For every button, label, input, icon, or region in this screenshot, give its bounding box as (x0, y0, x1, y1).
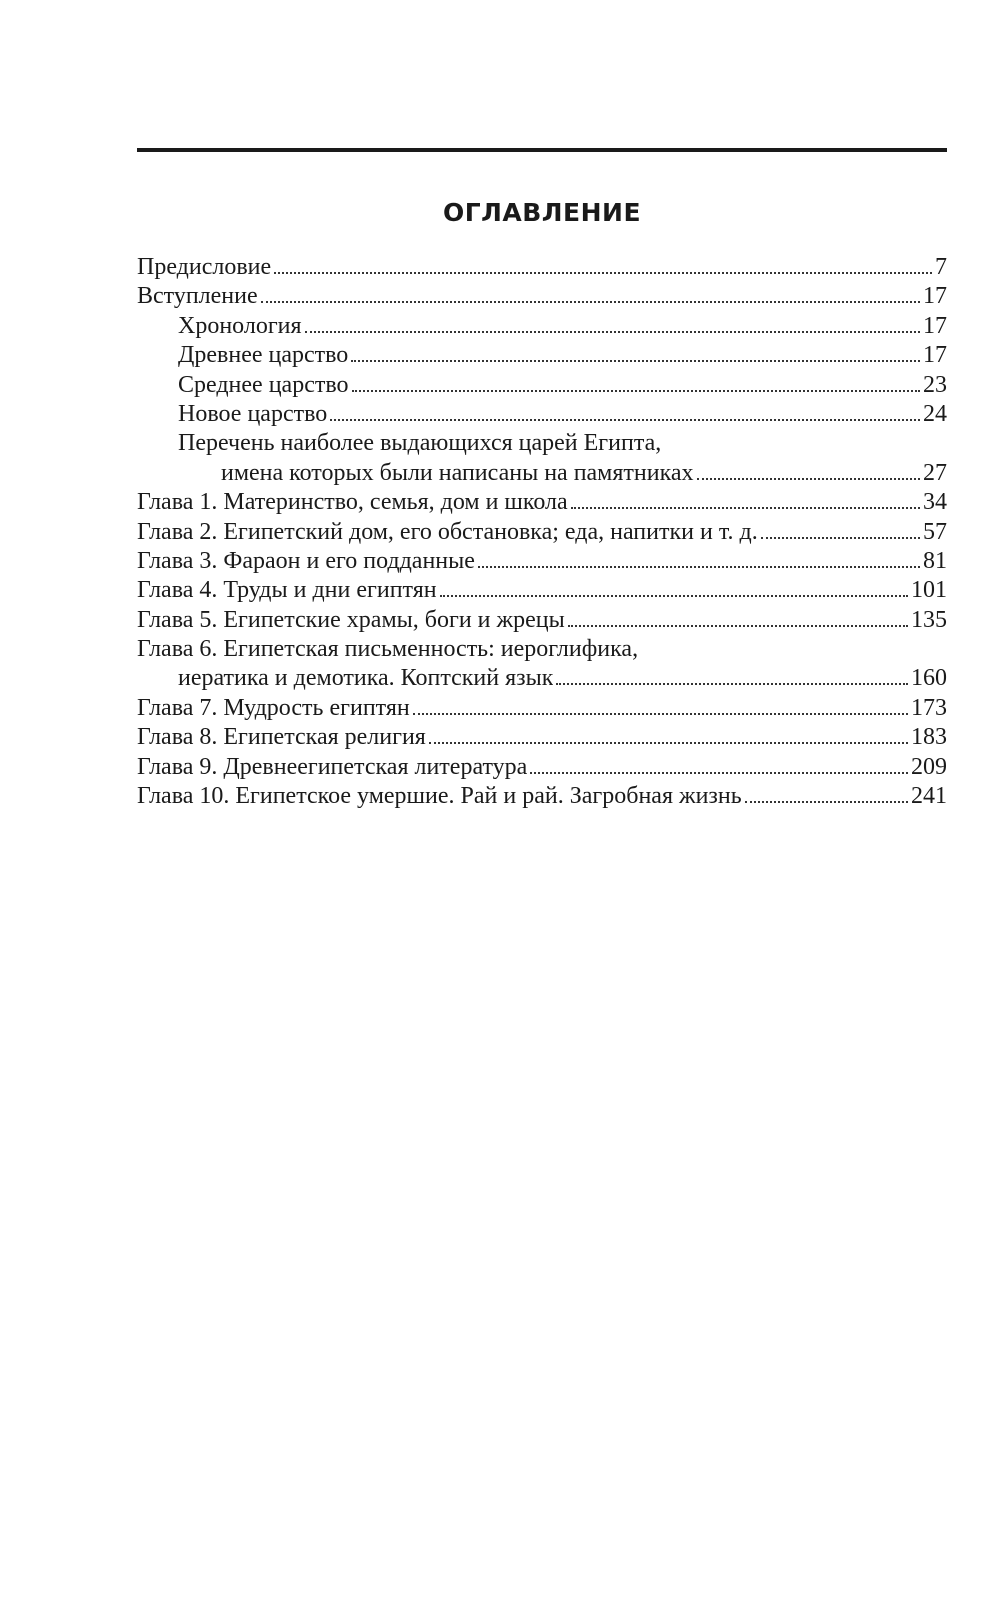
toc-entry-chapter-2 (137, 518, 947, 547)
toc-list (137, 253, 947, 811)
toc-entry-kings-list-continued (137, 459, 947, 488)
dot-leader (261, 301, 920, 303)
toc-entry-page: 27 (923, 459, 947, 486)
toc-entry-page: 7 (935, 254, 947, 280)
toc-entry-chapter-1 (137, 488, 947, 517)
toc-entry-introduction (137, 282, 947, 311)
toc-entry-label: Глава 8. Египетская религия (137, 724, 426, 751)
dot-leader (761, 537, 920, 539)
toc-entry-page: 241 (911, 783, 947, 810)
toc-entry-label (178, 459, 694, 488)
toc-entry-label: Новое царство (178, 400, 328, 427)
dot-leader (478, 566, 920, 568)
dot-leader (745, 801, 908, 803)
toc-entry-label-continuation: иератика и демотика. Коптский язык (178, 665, 554, 692)
toc-entry-page: 17 (923, 312, 947, 339)
toc-entry-page: 101 (911, 577, 947, 604)
toc-entry-chapter-7 (137, 694, 947, 723)
toc-entry-chapter-6 (137, 635, 947, 664)
toc-entry-label: Вступление (137, 283, 258, 310)
toc-entry-label: Глава 1. Материнство, семья, дом и школа (137, 489, 568, 516)
toc-entry-old-kingdom (137, 341, 947, 370)
toc-entry-page: 135 (911, 606, 947, 633)
toc-entry-chapter-4 (137, 576, 947, 605)
dot-leader (351, 360, 920, 362)
toc-entry-page: 34 (923, 489, 947, 516)
toc-entry-page: 160 (911, 665, 947, 692)
toc-entry-page: 173 (911, 694, 947, 721)
dot-leader (568, 625, 908, 627)
toc-entry-label: Глава 6. Египетская письменность: иероглифика, (137, 636, 639, 663)
toc-entry-new-kingdom (137, 400, 947, 429)
dot-leader (352, 390, 920, 392)
toc-entry-label: Перечень наиболее выдающихся царей Египта, (178, 430, 662, 457)
dot-leader (530, 772, 908, 774)
toc-entry-label: Глава 2. Египетский дом, его обстановка; еда, напитки и т. д. (137, 518, 758, 545)
dot-leader (429, 742, 908, 744)
toc-entry-page: 209 (911, 753, 947, 780)
toc-entry-page: 23 (923, 371, 947, 398)
toc-entry-label: Хронология (178, 312, 302, 339)
toc-entry-page: 17 (923, 342, 947, 369)
toc-entry-label: Глава 10. Египетское умершие. Рай и рай. Загробная жизнь (137, 783, 742, 810)
dot-leader (305, 331, 920, 333)
toc-entry-label: Глава 5. Египетские храмы, боги и жрецы (137, 606, 565, 633)
toc-entry-label: Глава 4. Труды и дни египтян (137, 577, 437, 604)
toc-entry-chapter-8 (137, 723, 947, 752)
toc-entry-chapter-9 (137, 753, 947, 782)
toc-entry-label: Среднее царство (178, 371, 349, 398)
toc-entry-page: 57 (923, 518, 947, 545)
toc-entry-page: 24 (923, 400, 947, 427)
toc-entry-label (178, 664, 553, 693)
toc-entry-page: 183 (911, 724, 947, 751)
toc-entry-page: 81 (923, 547, 947, 574)
toc-entry-chapter-5 (137, 606, 947, 635)
toc-entry-preface (137, 253, 947, 282)
toc-entry-label: Глава 3. Фараон и его подданные (137, 547, 475, 574)
dot-leader (330, 419, 920, 421)
toc-entry-label: Предисловие (137, 254, 272, 280)
toc-entry-chapter-10 (137, 782, 947, 811)
dot-leader (274, 272, 932, 274)
toc-entry-chapter-3 (137, 547, 947, 576)
toc-entry-label: Глава 9. Древнеегипетская литература (137, 753, 528, 780)
toc-entry-label-continuation: имена которых были написаны на памятниках (221, 459, 694, 486)
dot-leader (556, 683, 908, 685)
toc-entry-chapter-6-continued (137, 664, 947, 693)
dot-leader (413, 713, 908, 715)
dot-leader (571, 507, 920, 509)
toc-entry-label: Древнее царство (178, 342, 349, 369)
toc-entry-kings-list (137, 429, 947, 458)
toc-entry-chronology (137, 312, 947, 341)
toc-entry-page: 17 (923, 283, 947, 310)
toc-entry-label: Глава 7. Мудрость египтян (137, 694, 410, 721)
dot-leader (697, 478, 920, 480)
toc-heading: ОГЛАВЛЕНИЕ (442, 198, 642, 227)
toc-entry-middle-kingdom (137, 371, 947, 400)
top-rule (137, 148, 947, 152)
dot-leader (440, 595, 908, 597)
